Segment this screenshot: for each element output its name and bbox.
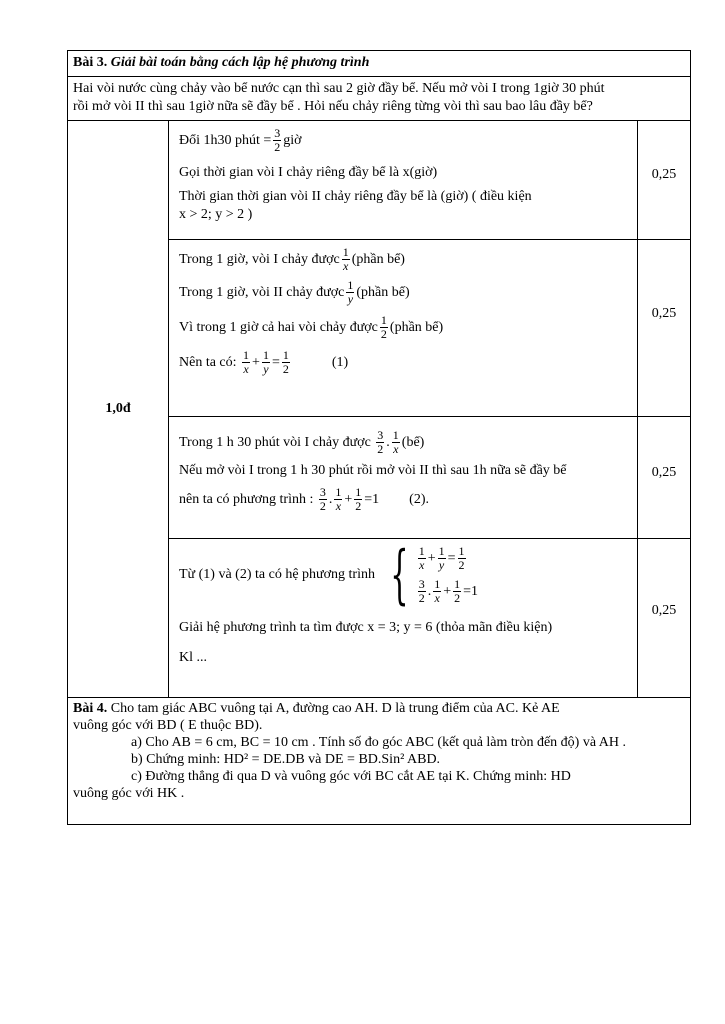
bai4-intro-2: vuông góc với BD ( E thuộc BD). [73,718,263,733]
bai3-header [68,51,691,121]
answer-table [67,50,691,825]
conclusion-line: Kl ... [179,650,207,665]
score-4: 0,25 [638,539,691,698]
condition-line: x > 2; y > 2 ) [179,207,253,222]
bai4-intro-1: Cho tam giác ABC vuông tại A, đường cao AH. D là trung điểm của AC. Kẻ AE [110,701,560,716]
bai3-title [73,54,685,72]
bai4-part-a: a) Cho AB = 6 cm, BC = 10 cm . Tính số đo góc ABC (kết quả làm tròn đến độ) và AH . [131,735,626,750]
bai4-part-c-1: c) Đường thẳng đi qua D và vuông góc với BC cắt AE tại K. Chứng minh: HD [131,769,571,784]
bai4-part-c-2: vuông góc với HK . [73,786,185,801]
step-4 [169,539,638,698]
step-row-1 [68,121,691,240]
bai4-row [68,698,691,825]
points-cell: 1,0đ [68,121,169,698]
bai3-label: Bài 3. [73,55,108,70]
equation-2: nên ta có phương trình : $\frac{3}{2}$ . $\frac{1}{x}$ + $\frac{1}{2}$ =1 (2). [179,485,429,513]
bai4-part-b: b) Chứng minh: HD² = DE.DB và DE = BD.Sin² ABD. [131,752,441,767]
exam-answer-sheet [67,50,690,825]
solution-line: Giải hệ phương trình ta tìm được x = 3; y = 6 (thỏa mãn điều kiện) [179,620,553,635]
var-y-line: Thời gian thời gian vòi II chảy riêng đầy bể là (giờ) ( điều kiện [179,189,532,204]
system-line: Từ (1) và (2) ta có hệ phương trình { $\frac{1}{x}$ + $\frac{1}{y}$ = $\frac{1}{2}$ $\frac{3}{2}$ . $\frac{1}{x}$ + $\frac{1}{2}$ =1 [179,538,478,612]
convert-label: Đổi 1h30 phút = [179,132,272,148]
bai3-title-text: Giải bài toán bằng cách lập hệ phương trình [110,55,370,70]
step-2: Trong 1 giờ, vòi I chảy được $\frac{1}{x}$ (phần bể) Trong 1 giờ, vòi II chảy được $\frac{1}{y}$ (phần bể) Vì trong 1 giờ cả hai vòi chảy được $\frac{1}{2}$ (phần bể) Nên ta có: $\frac{1}{x}$ + $\frac{1}{y}$ = $\frac{1}{2}$ (1) [169,240,638,417]
equation-system: { $\frac{1}{x}$ + $\frac{1}{y}$ = $\frac{1}{2}$ $\frac{3}{2}$ . $\frac{1}{x}$ + $\frac{1}{2}$ =1 [390,538,478,612]
score-3: 0,25 [638,417,691,539]
score-2: 0,25 [638,240,691,417]
step-1: Đổi 1h30 phút = $\frac{3}{2}$ giờ Gọi thời gian vòi I chảy riêng đầy bể là x(giờ) Thời gian thời gian vòi II chảy riêng đầy bể là (giờ) ( điều kiện x > 2; y > 2 ) [169,121,638,240]
fraction-3-2: $\frac{3}{2}$ [274,126,281,154]
score-1: 0,25 [638,121,691,240]
bai3-header-row [68,51,691,121]
var-x-line: Gọi thời gian vòi I chảy riêng đầy bể là x(giờ) [179,165,438,180]
bai3-problem-line1: Hai vòi nước cùng chảy vào bể nước cạn thì sau 2 giờ đầy bể. Nếu mở vòi I trong 1giờ 30 phút [73,81,605,96]
equation-1: Nên ta có: $\frac{1}{x}$ + $\frac{1}{y}$ = $\frac{1}{2}$ (1) [179,348,349,376]
step-3: Trong 1 h 30 phút vòi I chảy được $\frac{3}{2}$ . $\frac{1}{x}$ (bể) Nếu mở vòi I trong 1 h 30 phút rồi mở vòi II thì sau 1h nữa sẽ đầy bể nên ta có phương trình : $\frac{3}{2}$ . $\frac{1}{x}$ + $\frac{1}{2}$ =1 (2). [169,417,638,539]
fraction-1-2: $\frac{1}{2}$ [380,313,387,341]
bai4-label: Bài 4. [73,701,108,716]
bai4 [68,698,691,825]
bai3-problem-line2: rồi mở vòi II thì sau 1giờ nữa sẽ đầy bể . Hỏi nếu chảy riêng từng vòi thì sau bao lâu đầy bể? [73,99,593,114]
fraction-1-x: $\frac{1}{x}$ [342,245,349,273]
step-3-line-2: Nếu mở vòi I trong 1 h 30 phút rồi mở vòi II thì sau 1h nữa sẽ đầy bể [179,463,567,478]
fraction-1-y: $\frac{1}{y}$ [347,278,354,306]
